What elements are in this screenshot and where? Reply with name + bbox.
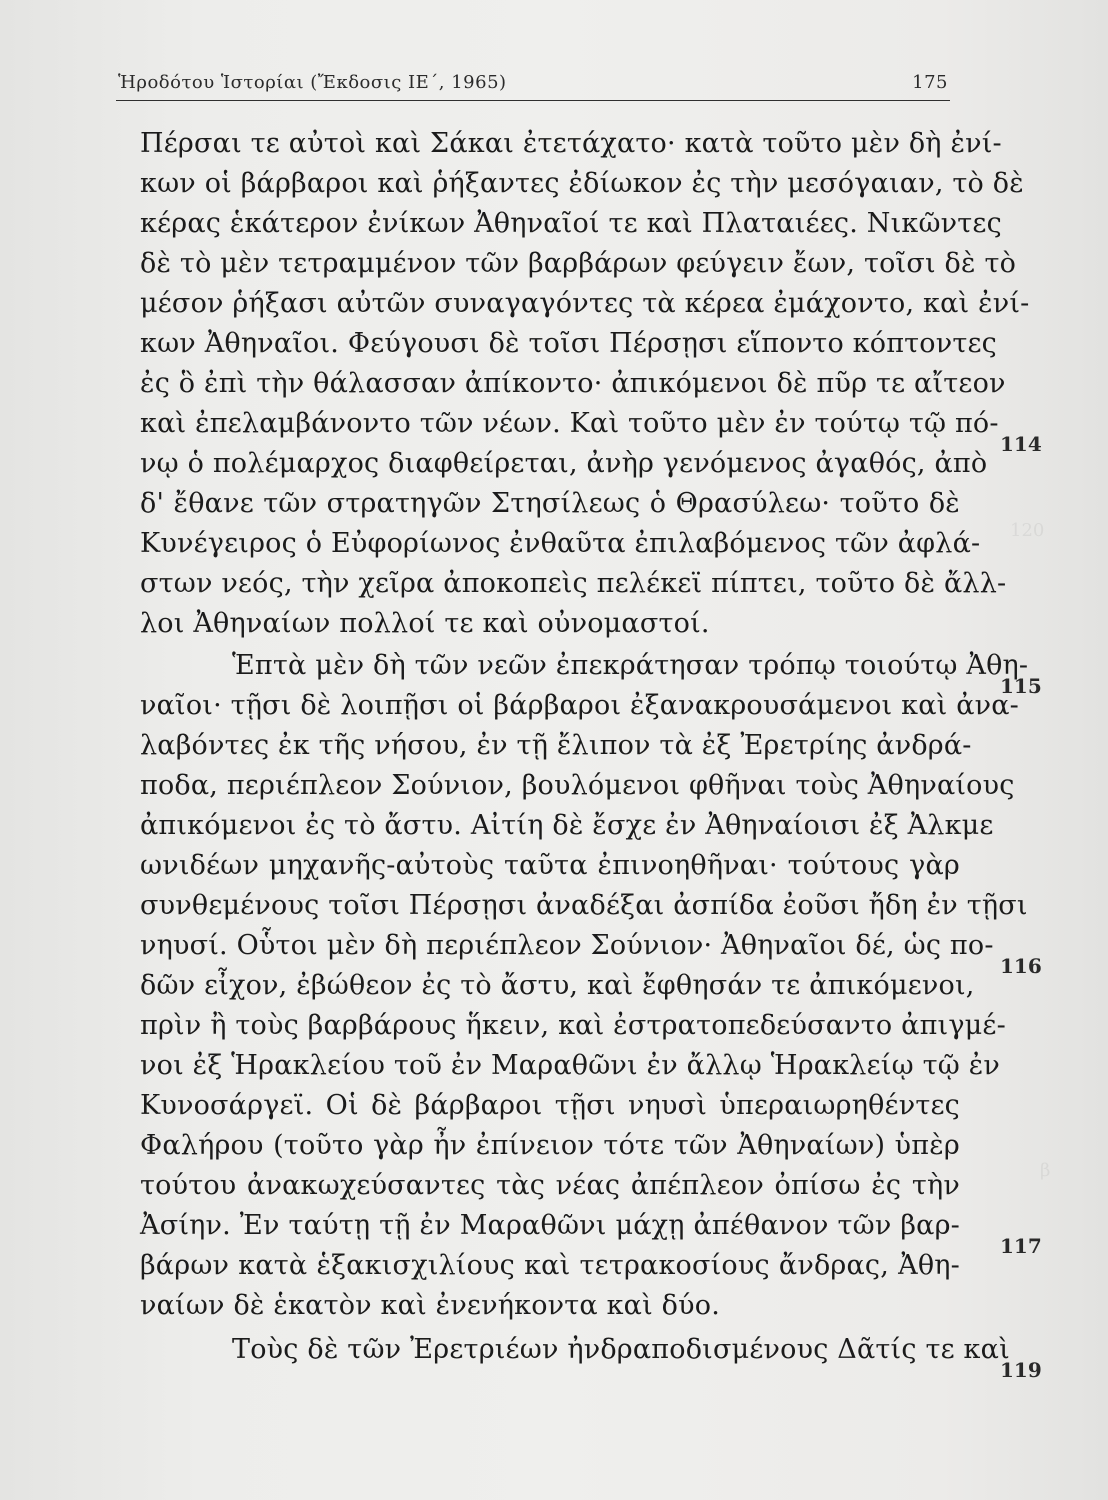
text-line: βάρων κατὰ ἑξακισχιλίους καὶ τετρακοσίους ἄνδρας, Ἀθη- [140, 1250, 960, 1281]
text-line: δὲ τὸ μὲν τετραμμένον τῶν βαρβάρων φεύγειν ἔων, τοῖσι δὲ τὸ [140, 248, 1017, 279]
section-number: 117 [1000, 1234, 1042, 1258]
text-line: Φαλήρου (τοῦτο γὰρ ἦν ἐπίνειον τότε τῶν Ἀθηναίων) ὑπὲρ [140, 1130, 960, 1161]
show-through-text: β [1040, 1160, 1051, 1181]
text-line: κων οἱ βάρβαροι καὶ ῥήξαντες ἐδίωκον ἐς τὴν μεσόγαιαν, τὸ δὲ [140, 168, 1024, 199]
section-number: 116 [1000, 954, 1042, 978]
text-line: Κυνοσάργεϊ. Οἱ δὲ βάρβαροι τῇσι νηυσὶ ὑπεραιωρηθέντες [140, 1090, 960, 1121]
section-number: 115 [1000, 674, 1042, 698]
text-line: νοι ἐξ Ἡρακλείου τοῦ ἐν Μαραθῶνι ἐν ἄλλῳ Ἡρακλείῳ τῷ ἐν [140, 1050, 1001, 1081]
header-rule [116, 100, 950, 101]
text-line: ωνιδέων μηχανῆς-αὐτοὺς ταῦτα ἐπινοηθῆναι· τούτους γὰρ [140, 850, 960, 881]
text-line-paragraph-start: Ἑπτὰ μὲν δὴ τῶν νεῶν ἐπεκράτησαν τρόπῳ τοιούτῳ Ἀθη- [232, 650, 1029, 681]
text-line: Κυνέγειρος ὁ Εὐφορίωνος ἐνθαῦτα ἐπιλαβόμενος τῶν ἀφλά- [140, 528, 981, 559]
show-through-text: 120 [1010, 520, 1045, 541]
text-line: τούτου ἀνακωχεύσαντες τὰς νέας ἀπέπλεον ὀπίσω ἐς τὴν [140, 1170, 960, 1201]
text-line: στων νεός, τὴν χεῖρα ἀποκοπεὶς πελέκεϊ πίπτει, τοῦτο δὲ ἄλλ- [140, 568, 1007, 599]
text-line: κων Ἀθηναῖοι. Φεύγουσι δὲ τοῖσι Πέρσῃσι εἵποντο κόπτοντες [140, 328, 998, 359]
text-line: ἐς ὃ ἐπὶ τὴν θάλασσαν ἀπίκοντο· ἀπικόμενοι δὲ πῦρ τε αἴτεον [140, 368, 1006, 399]
running-header [118, 72, 948, 100]
text-line: συνθεμένους τοῖσι Πέρσῃσι ἀναδέξαι ἀσπίδα ἐοῦσι ἤδη ἐν τῇσι [140, 890, 1028, 921]
text-line: Πέρσαι τε αὐτοὶ καὶ Σάκαι ἐτετάχατο· κατὰ τοῦτο μὲν δὴ ἐνί- [140, 128, 1002, 159]
section-number: 119 [1000, 1358, 1042, 1382]
text-line: καὶ ἐπελαμβάνοντο τῶν νέων. Καὶ τοῦτο μὲν ἐν τούτῳ τῷ πό- [140, 408, 999, 439]
text-line: νῳ ὁ πολέμαρχος διαφθείρεται, ἀνὴρ γενόμενος ἀγαθός, ἀπὸ [140, 448, 988, 479]
text-line: πρὶν ἢ τοὺς βαρβάρους ἥκειν, καὶ ἐστρατοπεδεύσαντο ἀπιγμέ- [140, 1010, 1006, 1041]
section-number: 114 [1000, 432, 1042, 456]
running-title: Ἡροδότου Ἱστορίαι (Ἔκδοσις ΙΕ΄, 1965) [118, 72, 507, 93]
text-line-paragraph-start: Τοὺς δὲ τῶν Ἐρετριέων ἠνδραποδισμένους Δᾶτίς τε καὶ [232, 1334, 1010, 1365]
text-line: δῶν εἶχον, ἐβώθεον ἐς τὸ ἄστυ, καὶ ἔφθησάν τε ἀπικόμενοι, [140, 970, 975, 1001]
text-line: λοι Ἀθηναίων πολλοί τε καὶ οὐνομαστοί. [140, 608, 710, 639]
text-line: Ἀσίην. Ἐν ταύτῃ τῇ ἐν Μαραθῶνι μάχῃ ἀπέθανον τῶν βαρ- [140, 1210, 960, 1241]
text-line: ἀπικόμενοι ἐς τὸ ἄστυ. Αἰτίη δὲ ἔσχε ἐν Ἀθηναίοισι ἐξ Ἀλκμε [140, 810, 994, 841]
text-line: κέρας ἑκάτερον ἐνίκων Ἀθηναῖοί τε καὶ Πλαταιέες. Νικῶντες [140, 208, 1002, 239]
text-line: ποδα, περιέπλεον Σούνιον, βουλόμενοι φθῆναι τοὺς Ἀθηναίους [140, 770, 1015, 801]
text-line: ναίων δὲ ἑκατὸν καὶ ἐνενήκοντα καὶ δύο. [140, 1290, 720, 1321]
text-line: δ' ἔθανε τῶν στρατηγῶν Στησίλεως ὁ Θρασύλεω· τοῦτο δὲ [140, 488, 960, 519]
text-line: λαβόντες ἐκ τῆς νήσου, ἐν τῇ ἔλιπον τὰ ἐξ Ἐρετρίης ἀνδρά- [140, 730, 972, 761]
text-line: μέσον ῥήξασι αὐτῶν συναγαγόντες τὰ κέρεα ἐμάχοντο, καὶ ἐνί- [140, 288, 1030, 319]
page-number: 175 [912, 72, 948, 93]
text-line: νηυσί. Οὗτοι μὲν δὴ περιέπλεον Σούνιον· Ἀθηναῖοι δέ, ὡς πο- [140, 930, 994, 961]
text-line: ναῖοι· τῇσι δὲ λοιπῇσι οἱ βάρβαροι ἐξανακρουσάμενοι καὶ ἀνα- [140, 690, 1020, 721]
